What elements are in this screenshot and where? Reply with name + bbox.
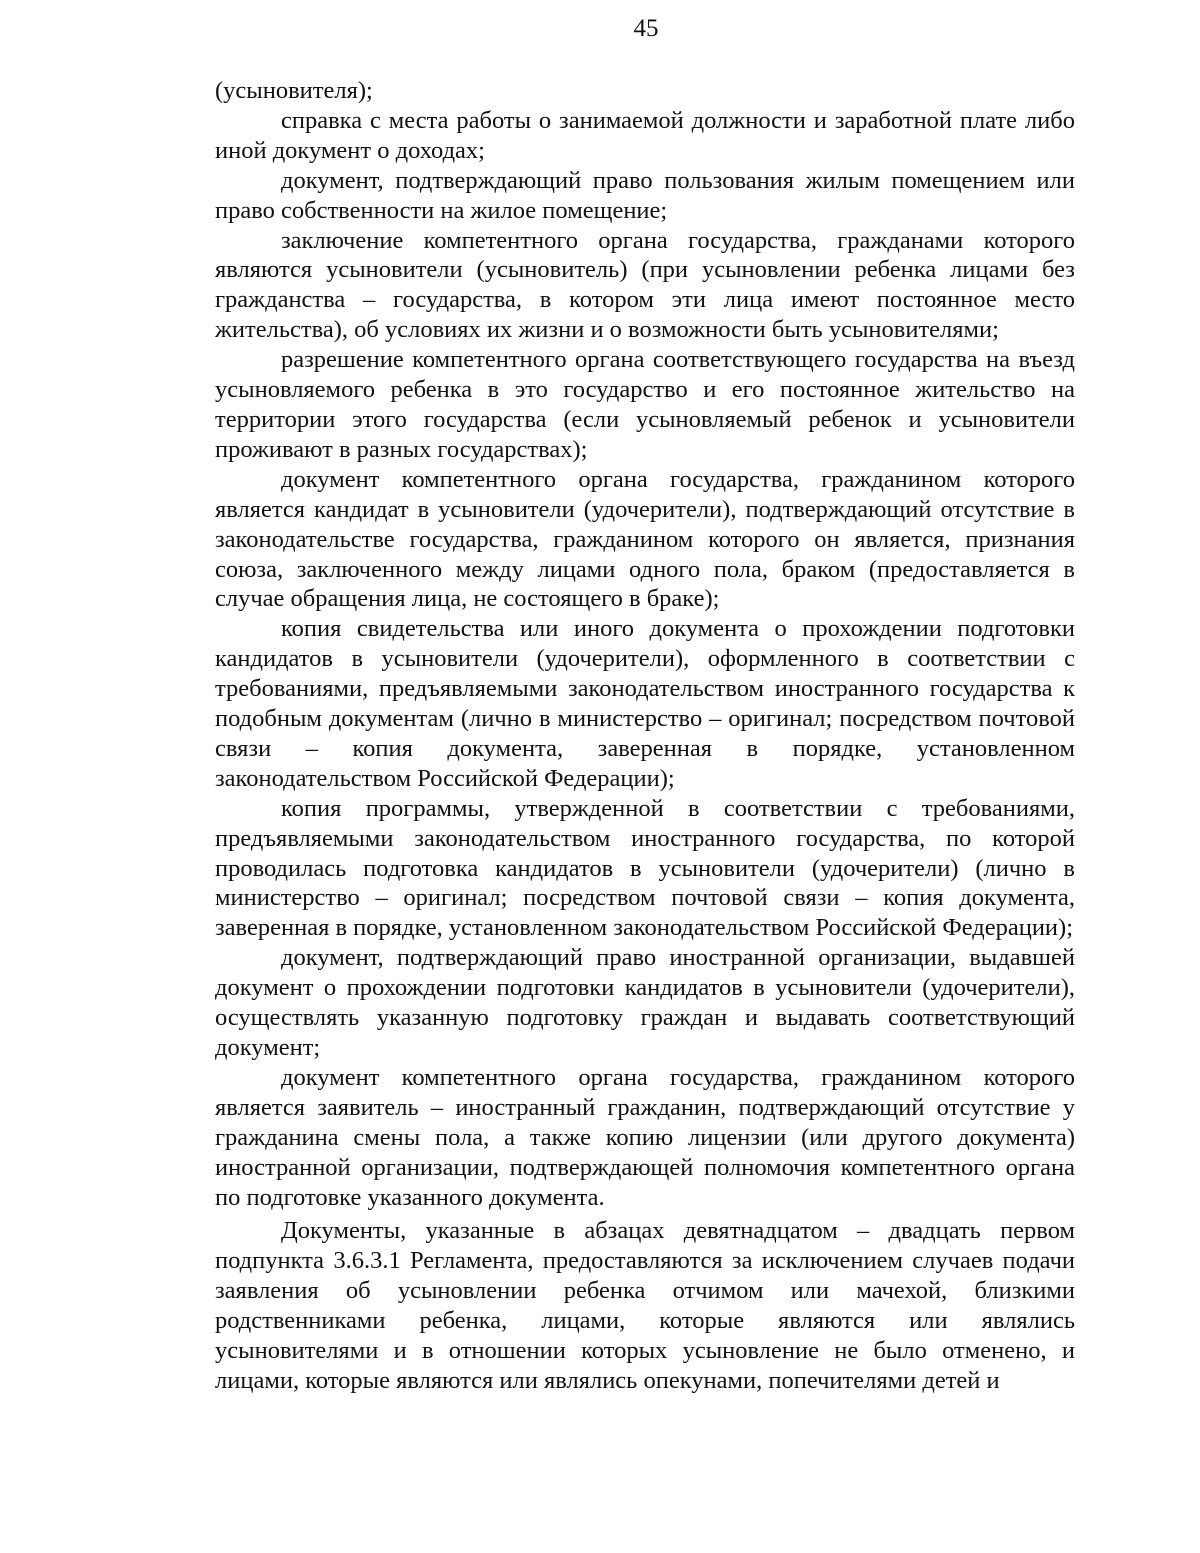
- document-body: [215, 76, 1075, 1396]
- paragraph-exceptions: Документы, указанные в абзацах девятнадцатом – двадцать первом подпункта 3.6.3.1 Регламента, предоставляются за исключением случаев подачи заявления об усыновлении ребенка отчимом или мачехой, близкими родственниками ребенка, лицами, которые являются или являлись усыновителями и в отношении которых усыновление не было отменено, и лицами, которые являются или являлись опекунами, попечителями детей и: [215, 1217, 1075, 1394]
- paragraph-competent-authority-conclusion: заключение компетентного органа государства, гражданами которого являются усыновители (усыновитель) (при усыновлении ребенка лицами без гражданства – государства, в котором эти лица имеют постоянное место жительства), об условиях их жизни и о возможности быть усыновителями;: [215, 226, 1075, 344]
- paragraph-organization-right-document: документ, подтверждающий право иностранной организации, выдавшей документ о прохождении подготовки кандидатов в усыновители (удочерители), осуществлять указанную подготовку граждан и выдавать соответствующий документ;: [215, 944, 1075, 1061]
- paragraph-gender-change-document: документ компетентного органа государства, гражданином которого является заявитель – иностранный гражданин, подтверждающий отсутствие у гражданина смены пола, а также копию лицензии (или другого документа) иностранной организации, подтверждающей полномочия компетентного органа по подготовке указанного документа.: [215, 1063, 1075, 1211]
- paragraph-training-program-copy: копия программы, утвержденной в соответствии с требованиями, предъявляемыми законодательством иностранного государства, по которой проводилась подготовка кандидатов в усыновители (удочерители) (лично в министерство – оригинал; посредством почтовой связи – копия документа, заверенная в порядке, установленном законодательством Российской Федерации);: [215, 794, 1075, 942]
- paragraph-marriage-law-document: документ компетентного органа государства, гражданином которого является кандидат в усыновители (удочерители), подтверждающий отсутствие в законодательстве государства, гражданином которого он является, признания союза, заключенного между лицами одного пола, браком (предоставляется в случае обращения лица, не состоящего в браке);: [215, 465, 1075, 613]
- paragraph-continuation: (усыновителя);: [215, 77, 373, 104]
- page-number: 45: [633, 15, 659, 42]
- paragraph-employment-certificate: справка с места работы о занимаемой должности и заработной плате либо иной документ о доходах;: [215, 106, 1075, 164]
- paragraph-training-certificate-copy: копия свидетельства или иного документа о прохождении подготовки кандидатов в усыновители (удочерители), оформленного в соответствии с требованиями, предъявляемыми законодательством иностранного государства к подобным документам (лично в министерство – оригинал; посредством почтовой связи – копия документа, заверенная в порядке, установленном законодательством Российской Федерации);: [215, 615, 1075, 792]
- paragraph-entry-permission: разрешение компетентного органа соответствующего государства на въезд усыновляемого ребенка в это государство и его постоянное жительство на территории этого государства (если усыновляемый ребенок и усыновители проживают в разных государствах);: [215, 346, 1075, 463]
- paragraph-housing-document: документ, подтверждающий право пользования жилым помещением или право собственности на жилое помещение;: [215, 166, 1075, 224]
